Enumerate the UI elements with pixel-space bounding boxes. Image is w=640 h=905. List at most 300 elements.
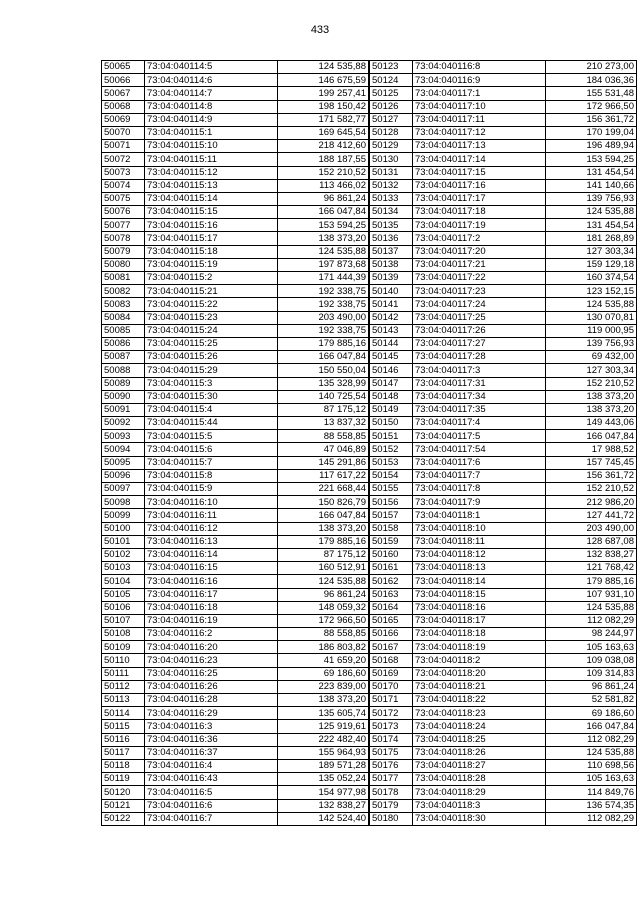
table-row [370, 628, 637, 641]
record-number-cell: 50121 [102, 799, 145, 812]
table-row [370, 417, 637, 430]
table-row [102, 166, 369, 179]
table-row [102, 179, 369, 192]
table-row [370, 192, 637, 205]
amount-cell: 221 668,44 [278, 483, 369, 496]
amount-cell: 105 163,63 [546, 773, 637, 786]
cadastral-number-cell: 73:04:040117:17 [413, 192, 546, 205]
cadastral-number-cell: 73:04:040117:15 [413, 166, 546, 179]
cadastral-number-cell: 73:04:040115:18 [145, 245, 278, 258]
table-row [102, 667, 369, 680]
table-row [370, 324, 637, 337]
table-row [370, 654, 637, 667]
table-row [370, 483, 637, 496]
table-row [370, 522, 637, 535]
table-row [102, 812, 369, 825]
table-row [370, 443, 637, 456]
cadastral-number-cell: 73:04:040116:2 [145, 628, 278, 641]
record-number-cell: 50154 [370, 469, 413, 482]
record-number-cell: 50120 [102, 786, 145, 799]
record-number-cell: 50179 [370, 799, 413, 812]
cadastral-number-cell: 73:04:040118:20 [413, 667, 546, 680]
amount-cell: 169 645,54 [278, 126, 369, 139]
record-number-cell: 50102 [102, 548, 145, 561]
cadastral-number-cell: 73:04:040117:31 [413, 377, 546, 390]
record-number-cell: 50170 [370, 680, 413, 693]
amount-cell: 17 988,52 [546, 443, 637, 456]
record-number-cell: 50148 [370, 390, 413, 403]
record-number-cell: 50143 [370, 324, 413, 337]
record-number-cell: 50173 [370, 720, 413, 733]
data-table-left [101, 60, 369, 826]
amount-cell: 189 571,28 [278, 759, 369, 772]
table-row [102, 351, 369, 364]
record-number-cell: 50129 [370, 140, 413, 153]
table-row [370, 799, 637, 812]
amount-cell: 146 675,59 [278, 74, 369, 87]
cadastral-number-cell: 73:04:040115:8 [145, 469, 278, 482]
cadastral-number-cell: 73:04:040116:15 [145, 562, 278, 575]
table-row [102, 707, 369, 720]
record-number-cell: 50079 [102, 245, 145, 258]
cadastral-number-cell: 73:04:040117:3 [413, 364, 546, 377]
table-row [102, 390, 369, 403]
record-number-cell: 50065 [102, 61, 145, 74]
table-row [370, 272, 637, 285]
table-row [370, 641, 637, 654]
amount-cell: 210 273,00 [546, 61, 637, 74]
record-number-cell: 50094 [102, 443, 145, 456]
cadastral-number-cell: 73:04:040115:29 [145, 364, 278, 377]
record-number-cell: 50098 [102, 496, 145, 509]
table-row [102, 575, 369, 588]
cadastral-number-cell: 73:04:040118:14 [413, 575, 546, 588]
record-number-cell: 50157 [370, 509, 413, 522]
table-row [370, 140, 637, 153]
amount-cell: 172 966,50 [546, 100, 637, 113]
record-number-cell: 50074 [102, 179, 145, 192]
cadastral-number-cell: 73:04:040114:7 [145, 87, 278, 100]
record-number-cell: 50067 [102, 87, 145, 100]
amount-cell: 186 803,82 [278, 641, 369, 654]
record-number-cell: 50123 [370, 61, 413, 74]
cadastral-number-cell: 73:04:040118:11 [413, 535, 546, 548]
table-row [370, 430, 637, 443]
record-number-cell: 50071 [102, 140, 145, 153]
amount-cell: 112 082,29 [546, 733, 637, 746]
amount-cell: 138 373,20 [278, 694, 369, 707]
amount-cell: 192 338,75 [278, 324, 369, 337]
record-number-cell: 50116 [102, 733, 145, 746]
cadastral-number-cell: 73:04:040117:11 [413, 113, 546, 126]
amount-cell: 124 535,88 [546, 206, 637, 219]
amount-cell: 139 756,93 [546, 337, 637, 350]
cadastral-number-cell: 73:04:040117:5 [413, 430, 546, 443]
amount-cell: 160 512,91 [278, 562, 369, 575]
table-body-left [102, 61, 369, 826]
record-number-cell: 50081 [102, 272, 145, 285]
record-number-cell: 50111 [102, 667, 145, 680]
record-number-cell: 50126 [370, 100, 413, 113]
record-number-cell: 50080 [102, 258, 145, 271]
record-number-cell: 50171 [370, 694, 413, 707]
table-row [102, 628, 369, 641]
amount-cell: 197 873,68 [278, 258, 369, 271]
amount-cell: 149 443,06 [546, 417, 637, 430]
amount-cell: 218 412,60 [278, 140, 369, 153]
table-row [370, 773, 637, 786]
record-number-cell: 50082 [102, 285, 145, 298]
cadastral-number-cell: 73:04:040116:43 [145, 773, 278, 786]
cadastral-number-cell: 73:04:040115:9 [145, 483, 278, 496]
table-row [370, 812, 637, 825]
cadastral-number-cell: 73:04:040117:6 [413, 456, 546, 469]
cadastral-number-cell: 73:04:040118:16 [413, 601, 546, 614]
cadastral-number-cell: 73:04:040117:1 [413, 87, 546, 100]
record-number-cell: 50180 [370, 812, 413, 825]
amount-cell: 223 839,00 [278, 680, 369, 693]
cadastral-number-cell: 73:04:040116:18 [145, 601, 278, 614]
amount-cell: 98 244,97 [546, 628, 637, 641]
table-row [370, 601, 637, 614]
amount-cell: 150 550,04 [278, 364, 369, 377]
table-row [102, 377, 369, 390]
cadastral-number-cell: 73:04:040118:24 [413, 720, 546, 733]
amount-cell: 138 373,20 [546, 390, 637, 403]
table-row [370, 469, 637, 482]
cadastral-number-cell: 73:04:040116:23 [145, 654, 278, 667]
record-number-cell: 50083 [102, 298, 145, 311]
table-row [102, 153, 369, 166]
table-row [102, 469, 369, 482]
table-row [102, 588, 369, 601]
amount-cell: 114 849,76 [546, 786, 637, 799]
record-number-cell: 50150 [370, 417, 413, 430]
amount-cell: 125 919,61 [278, 720, 369, 733]
cadastral-number-cell: 73:04:040116:5 [145, 786, 278, 799]
record-number-cell: 50084 [102, 311, 145, 324]
amount-cell: 192 338,75 [278, 285, 369, 298]
amount-cell: 41 659,20 [278, 654, 369, 667]
table-row [102, 509, 369, 522]
amount-cell: 135 605,74 [278, 707, 369, 720]
record-number-cell: 50115 [102, 720, 145, 733]
record-number-cell: 50093 [102, 430, 145, 443]
record-number-cell: 50077 [102, 219, 145, 232]
amount-cell: 87 175,12 [278, 548, 369, 561]
record-number-cell: 50168 [370, 654, 413, 667]
record-number-cell: 50147 [370, 377, 413, 390]
amount-cell: 127 303,34 [546, 364, 637, 377]
record-number-cell: 50166 [370, 628, 413, 641]
record-number-cell: 50163 [370, 588, 413, 601]
record-number-cell: 50140 [370, 285, 413, 298]
record-number-cell: 50069 [102, 113, 145, 126]
amount-cell: 135 052,24 [278, 773, 369, 786]
table-row [102, 496, 369, 509]
cadastral-number-cell: 73:04:040117:26 [413, 324, 546, 337]
record-number-cell: 50101 [102, 535, 145, 548]
amount-cell: 127 303,34 [546, 245, 637, 258]
cadastral-number-cell: 73:04:040116:9 [413, 74, 546, 87]
table-row [370, 562, 637, 575]
record-number-cell: 50076 [102, 206, 145, 219]
cadastral-number-cell: 73:04:040118:19 [413, 641, 546, 654]
record-number-cell: 50178 [370, 786, 413, 799]
table-row [370, 74, 637, 87]
cadastral-number-cell: 73:04:040116:36 [145, 733, 278, 746]
record-number-cell: 50128 [370, 126, 413, 139]
cadastral-number-cell: 73:04:040118:10 [413, 522, 546, 535]
table-row [370, 232, 637, 245]
amount-cell: 203 490,00 [546, 522, 637, 535]
record-number-cell: 50105 [102, 588, 145, 601]
table-row [370, 746, 637, 759]
amount-cell: 172 966,50 [278, 614, 369, 627]
cadastral-number-cell: 73:04:040117:13 [413, 140, 546, 153]
table-row [102, 799, 369, 812]
cadastral-number-cell: 73:04:040117:16 [413, 179, 546, 192]
record-number-cell: 50142 [370, 311, 413, 324]
cadastral-number-cell: 73:04:040115:21 [145, 285, 278, 298]
record-number-cell: 50165 [370, 614, 413, 627]
table-row [370, 153, 637, 166]
table-row [370, 258, 637, 271]
amount-cell: 156 361,72 [546, 469, 637, 482]
cadastral-number-cell: 73:04:040117:9 [413, 496, 546, 509]
amount-cell: 117 617,22 [278, 469, 369, 482]
table-row [102, 548, 369, 561]
record-number-cell: 50099 [102, 509, 145, 522]
record-number-cell: 50088 [102, 364, 145, 377]
table-row [102, 61, 369, 74]
amount-cell: 136 574,35 [546, 799, 637, 812]
amount-cell: 69 186,60 [546, 707, 637, 720]
table-row [370, 496, 637, 509]
cadastral-number-cell: 73:04:040116:37 [145, 746, 278, 759]
record-number-cell: 50096 [102, 469, 145, 482]
table-row [102, 245, 369, 258]
cadastral-number-cell: 73:04:040115:15 [145, 206, 278, 219]
amount-cell: 96 861,24 [546, 680, 637, 693]
cadastral-number-cell: 73:04:040115:12 [145, 166, 278, 179]
table-row [102, 219, 369, 232]
table-body-right [370, 61, 637, 826]
amount-cell: 170 199,04 [546, 126, 637, 139]
cadastral-number-cell: 73:04:040117:22 [413, 272, 546, 285]
record-number-cell: 50145 [370, 351, 413, 364]
amount-cell: 138 373,20 [546, 403, 637, 416]
record-number-cell: 50113 [102, 694, 145, 707]
table-row [370, 786, 637, 799]
amount-cell: 160 374,54 [546, 272, 637, 285]
table-row [102, 206, 369, 219]
cadastral-number-cell: 73:04:040116:6 [145, 799, 278, 812]
record-number-cell: 50087 [102, 351, 145, 364]
cadastral-number-cell: 73:04:040115:13 [145, 179, 278, 192]
amount-cell: 138 373,20 [278, 232, 369, 245]
table-row [102, 298, 369, 311]
table-row [102, 430, 369, 443]
cadastral-number-cell: 73:04:040118:26 [413, 746, 546, 759]
cadastral-number-cell: 73:04:040117:23 [413, 285, 546, 298]
record-number-cell: 50172 [370, 707, 413, 720]
cadastral-number-cell: 73:04:040118:15 [413, 588, 546, 601]
table-row [102, 654, 369, 667]
cadastral-number-cell: 73:04:040117:27 [413, 337, 546, 350]
cadastral-number-cell: 73:04:040115:26 [145, 351, 278, 364]
amount-cell: 132 838,27 [546, 548, 637, 561]
table-row [370, 403, 637, 416]
record-number-cell: 50161 [370, 562, 413, 575]
table-row [370, 285, 637, 298]
amount-cell: 88 558,85 [278, 628, 369, 641]
amount-cell: 105 163,63 [546, 641, 637, 654]
table-row [102, 535, 369, 548]
table-row [370, 614, 637, 627]
record-number-cell: 50164 [370, 601, 413, 614]
record-number-cell: 50139 [370, 272, 413, 285]
record-number-cell: 50131 [370, 166, 413, 179]
cadastral-number-cell: 73:04:040116:8 [413, 61, 546, 74]
amount-cell: 131 454,54 [546, 219, 637, 232]
amount-cell: 135 328,99 [278, 377, 369, 390]
cadastral-number-cell: 73:04:040116:26 [145, 680, 278, 693]
amount-cell: 166 047,84 [546, 430, 637, 443]
cadastral-number-cell: 73:04:040117:18 [413, 206, 546, 219]
cadastral-number-cell: 73:04:040117:24 [413, 298, 546, 311]
cadastral-number-cell: 73:04:040117:10 [413, 100, 546, 113]
amount-cell: 212 986,20 [546, 496, 637, 509]
record-number-cell: 50107 [102, 614, 145, 627]
record-number-cell: 50091 [102, 403, 145, 416]
amount-cell: 171 444,39 [278, 272, 369, 285]
record-number-cell: 50146 [370, 364, 413, 377]
cadastral-number-cell: 73:04:040118:25 [413, 733, 546, 746]
table-row [370, 166, 637, 179]
cadastral-number-cell: 73:04:040114:9 [145, 113, 278, 126]
record-number-cell: 50068 [102, 100, 145, 113]
record-number-cell: 50104 [102, 575, 145, 588]
table-row [370, 509, 637, 522]
table-row [370, 694, 637, 707]
table-row [370, 377, 637, 390]
record-number-cell: 50118 [102, 759, 145, 772]
cadastral-number-cell: 73:04:040116:14 [145, 548, 278, 561]
record-number-cell: 50117 [102, 746, 145, 759]
table-row [370, 733, 637, 746]
cadastral-number-cell: 73:04:040116:12 [145, 522, 278, 535]
cadastral-number-cell: 73:04:040116:17 [145, 588, 278, 601]
table-row [102, 324, 369, 337]
record-number-cell: 50100 [102, 522, 145, 535]
cadastral-number-cell: 73:04:040118:2 [413, 654, 546, 667]
cadastral-number-cell: 73:04:040117:2 [413, 232, 546, 245]
record-number-cell: 50106 [102, 601, 145, 614]
cadastral-number-cell: 73:04:040118:30 [413, 812, 546, 825]
cadastral-number-cell: 73:04:040116:20 [145, 641, 278, 654]
table-row [102, 232, 369, 245]
table-row [102, 456, 369, 469]
cadastral-number-cell: 73:04:040115:2 [145, 272, 278, 285]
amount-cell: 124 535,88 [278, 61, 369, 74]
amount-cell: 110 698,56 [546, 759, 637, 772]
amount-cell: 119 000,95 [546, 324, 637, 337]
cadastral-number-cell: 73:04:040116:25 [145, 667, 278, 680]
cadastral-number-cell: 73:04:040115:16 [145, 219, 278, 232]
amount-cell: 198 150,42 [278, 100, 369, 113]
cadastral-number-cell: 73:04:040117:8 [413, 483, 546, 496]
record-number-cell: 50066 [102, 74, 145, 87]
cadastral-number-cell: 73:04:040118:21 [413, 680, 546, 693]
table-row [370, 364, 637, 377]
table-row [370, 219, 637, 232]
cadastral-number-cell: 73:04:040115:6 [145, 443, 278, 456]
cadastral-number-cell: 73:04:040115:11 [145, 153, 278, 166]
amount-cell: 140 725,54 [278, 390, 369, 403]
amount-cell: 166 047,84 [278, 509, 369, 522]
record-number-cell: 50133 [370, 192, 413, 205]
page-number: 433 [310, 24, 330, 36]
amount-cell: 179 885,16 [278, 535, 369, 548]
amount-cell: 124 535,88 [546, 298, 637, 311]
amount-cell: 47 046,89 [278, 443, 369, 456]
amount-cell: 179 885,16 [278, 337, 369, 350]
cadastral-number-cell: 73:04:040117:35 [413, 403, 546, 416]
amount-cell: 139 756,93 [546, 192, 637, 205]
amount-cell: 153 594,25 [278, 219, 369, 232]
record-number-cell: 50141 [370, 298, 413, 311]
record-number-cell: 50138 [370, 258, 413, 271]
cadastral-number-cell: 73:04:040118:13 [413, 562, 546, 575]
amount-cell: 121 768,42 [546, 562, 637, 575]
amount-cell: 192 338,75 [278, 298, 369, 311]
table-row [370, 61, 637, 74]
record-number-cell: 50103 [102, 562, 145, 575]
cadastral-number-cell: 73:04:040115:22 [145, 298, 278, 311]
record-number-cell: 50090 [102, 390, 145, 403]
table-row [102, 126, 369, 139]
table-row [102, 443, 369, 456]
amount-cell: 109 314,83 [546, 667, 637, 680]
amount-cell: 199 257,41 [278, 87, 369, 100]
record-number-cell: 50176 [370, 759, 413, 772]
amount-cell: 153 594,25 [546, 153, 637, 166]
table-row [370, 707, 637, 720]
amount-cell: 96 861,24 [278, 192, 369, 205]
record-number-cell: 50175 [370, 746, 413, 759]
amount-cell: 112 082,29 [546, 812, 637, 825]
record-number-cell: 50167 [370, 641, 413, 654]
cadastral-number-cell: 73:04:040116:29 [145, 707, 278, 720]
amount-cell: 69 432,00 [546, 351, 637, 364]
cadastral-number-cell: 73:04:040117:12 [413, 126, 546, 139]
table-row [370, 456, 637, 469]
table-row [370, 759, 637, 772]
amount-cell: 171 582,77 [278, 113, 369, 126]
cadastral-number-cell: 73:04:040115:1 [145, 126, 278, 139]
table-row [102, 773, 369, 786]
cadastral-number-cell: 73:04:040118:22 [413, 694, 546, 707]
table-row [370, 337, 637, 350]
table-row [370, 548, 637, 561]
record-number-cell: 50132 [370, 179, 413, 192]
cadastral-number-cell: 73:04:040115:5 [145, 430, 278, 443]
record-number-cell: 50114 [102, 707, 145, 720]
cadastral-number-cell: 73:04:040118:1 [413, 509, 546, 522]
amount-cell: 159 129,18 [546, 258, 637, 271]
amount-cell: 154 977,98 [278, 786, 369, 799]
